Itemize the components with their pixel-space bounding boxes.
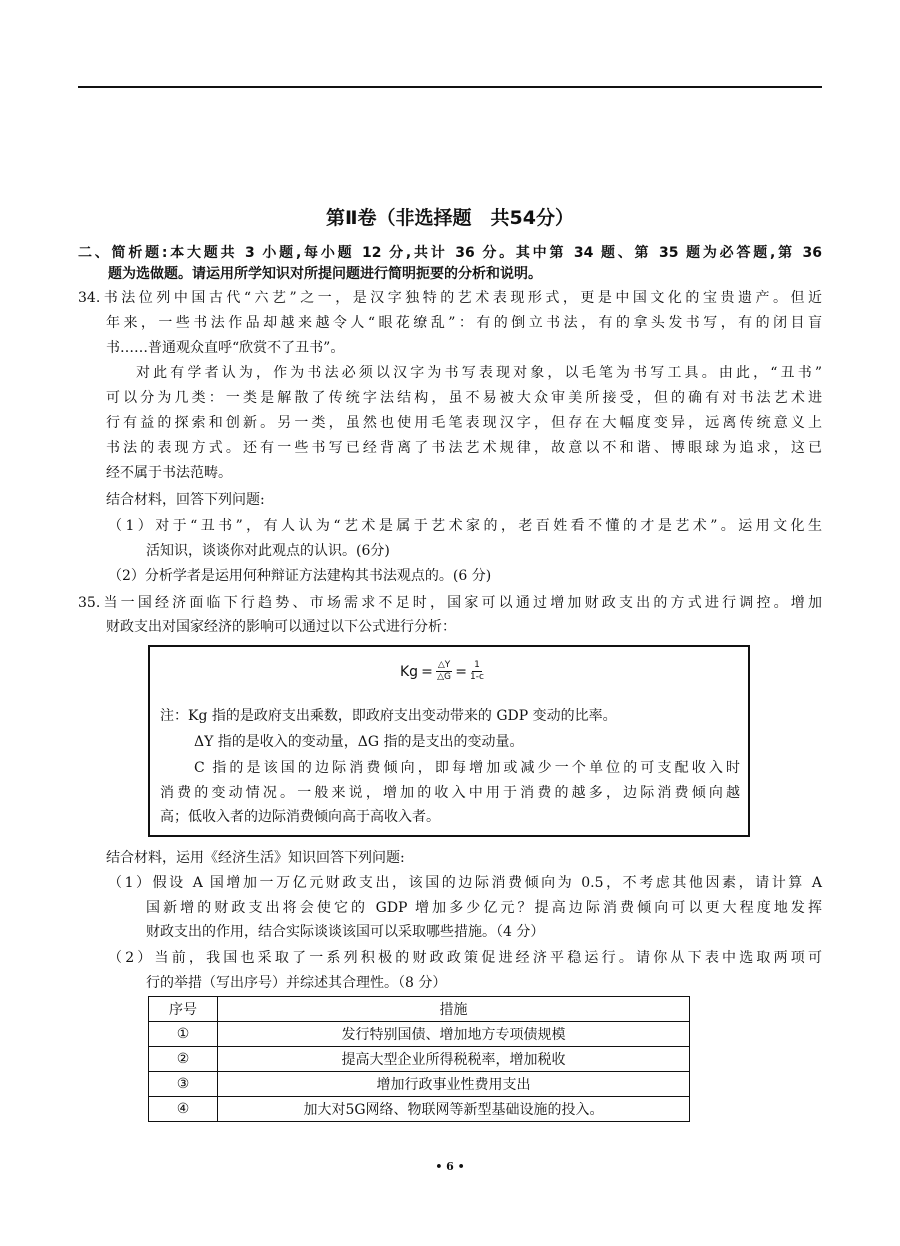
q35-sub1-line-1: （1）假设 A 国增加一万亿元财政支出，该国的边际消费倾向为 0.5，不考虑其他因素，请计算 A <box>108 875 822 891</box>
table-row <box>149 1047 690 1072</box>
note-line-1: 注：Kg 指的是政府支出乘数，即政府支出变动带来的 GDP 变动的比率。 <box>160 708 617 724</box>
q34-line-2: 年来，一些书法作品却越来越令人“眼花缭乱”：有的倒立书法，有的拿头发书写，有的闭目盲 <box>106 315 822 331</box>
table-row <box>149 1097 690 1122</box>
header-number: 序号 <box>149 997 218 1022</box>
q35-line-1: 35.当一国经济面临下行趋势、市场需求不足时，国家可以通过增加财政支出的方式进行调控。增加 <box>78 595 822 611</box>
q34-line-1: 34.书法位列中国古代“六艺”之一，是汉字独特的艺术表现形式，更是中国文化的宝贵遗产。但近 <box>78 290 822 306</box>
fraction-delta-numerator: △Y <box>437 660 451 670</box>
formula <box>400 660 484 683</box>
row-measure: 加大对5G网络、物联网等新型基础设施的投入。 <box>218 1097 690 1122</box>
q34-sub1-line-1: （1）对于“丑书”，有人认为“艺术是属于艺术家的，老百姓看不懂的才是艺术”。运用文化生 <box>108 518 822 534</box>
section-title: 第Ⅱ卷（非选择题 共54分） <box>326 207 574 229</box>
top-rule <box>78 86 822 88</box>
fraction-multiplier-numerator: 1 <box>474 660 480 670</box>
fraction-delta-denominator: △G <box>437 672 451 682</box>
q35-prompt: 结合材料，运用《经济生活》知识回答下列问题: <box>106 850 405 866</box>
q34-para2-line-1: 对此有学者认为，作为书法必须以汉字为书写表现对象，以毛笔为书写工具。由此，“丑书” <box>136 365 822 381</box>
q34-para2-line-3: 行有益的探索和创新。另一类，虽然也使用毛笔表现汉字，但存在大幅度变异，远离传统意义上 <box>106 415 822 431</box>
row-number: ④ <box>149 1097 218 1122</box>
page-number: • 6 • <box>435 1160 465 1173</box>
measures-table <box>148 996 690 1122</box>
note-line-5: 高；低收入者的边际消费倾向高于高收入者。 <box>160 809 440 825</box>
section-header-line-2: 题为选做题。请运用所学知识对所提问题进行简明扼要的分析和说明。 <box>108 266 542 282</box>
note-line-3: C 指的是该国的边际消费倾向，即每增加或减少一个单位的可支配收入时 <box>194 760 740 776</box>
q34-sub2: （2）分析学者是运用何种辩证方法建构其书法观点的。(6 分) <box>108 568 492 584</box>
row-measure: 增加行政事业性费用支出 <box>218 1072 690 1097</box>
q34-para2-line-5: 经不属于书法范畴。 <box>106 465 232 481</box>
header-measure: 措施 <box>218 997 690 1022</box>
note-line-4: 消费的变动情况。一般来说，增加的收入中用于消费的越多，边际消费倾向越 <box>160 785 740 801</box>
row-measure: 发行特别国债、增加地方专项债规模 <box>218 1022 690 1047</box>
formula-equals-1: = <box>421 663 433 680</box>
fraction-multiplier-denominator: 1-c <box>469 672 484 682</box>
row-number: ① <box>149 1022 218 1047</box>
q34-line-3: 书……普通观众直呼“欣赏不了丑书”。 <box>106 340 345 356</box>
q34-sub1-line-2: 活知识，谈谈你对此观点的认识。(6分) <box>146 543 390 559</box>
q35-line-2: 财政支出对国家经济的影响可以通过以下公式进行分析： <box>106 619 456 635</box>
section-header-line-1: 二、简析题:本大题共 3 小题,每小题 12 分,共计 36 分。其中第 34 题、第 35 题为必答题,第 36 <box>78 245 822 261</box>
q35-sub1-line-3: 财政支出的作用，结合实际谈谈该国可以采取哪些措施。（4 分） <box>146 924 545 940</box>
q34-prompt: 结合材料，回答下列问题: <box>106 492 265 508</box>
table-header-row <box>149 997 690 1022</box>
table-row <box>149 1022 690 1047</box>
q35-sub2-line-1: （2）当前，我国也采取了一系列积极的财政政策促进经济平稳运行。请你从下表中选取两项可 <box>108 950 822 966</box>
row-measure: 提高大型企业所得税税率，增加税收 <box>218 1047 690 1072</box>
row-number: ③ <box>149 1072 218 1097</box>
row-number: ② <box>149 1047 218 1072</box>
formula-equals-2: = <box>455 663 467 680</box>
q35-sub2-line-2: 行的举措（写出序号）并综述其合理性。（8 分） <box>146 975 447 991</box>
q34-para2-line-2: 可以分为几类：一类是解散了传统字法结构，虽不易被大众审美所接受，但的确有对书法艺术进 <box>106 390 822 406</box>
q35-sub1-line-2: 国新增的财政支出将会使它的 GDP 增加多少亿元？提高边际消费倾向可以更大程度地发挥 <box>146 900 822 916</box>
fraction-delta <box>436 660 452 683</box>
formula-lhs: Kg <box>400 663 419 680</box>
table-row <box>149 1072 690 1097</box>
q34-para2-line-4: 书法的表现方式。还有一些书写已经背离了书法艺术规律，故意以不和谐、博眼球为追求，这已 <box>106 440 822 456</box>
note-line-2: ΔY 指的是收入的变动量，ΔG 指的是支出的变动量。 <box>194 734 524 750</box>
fraction-multiplier <box>470 660 484 683</box>
